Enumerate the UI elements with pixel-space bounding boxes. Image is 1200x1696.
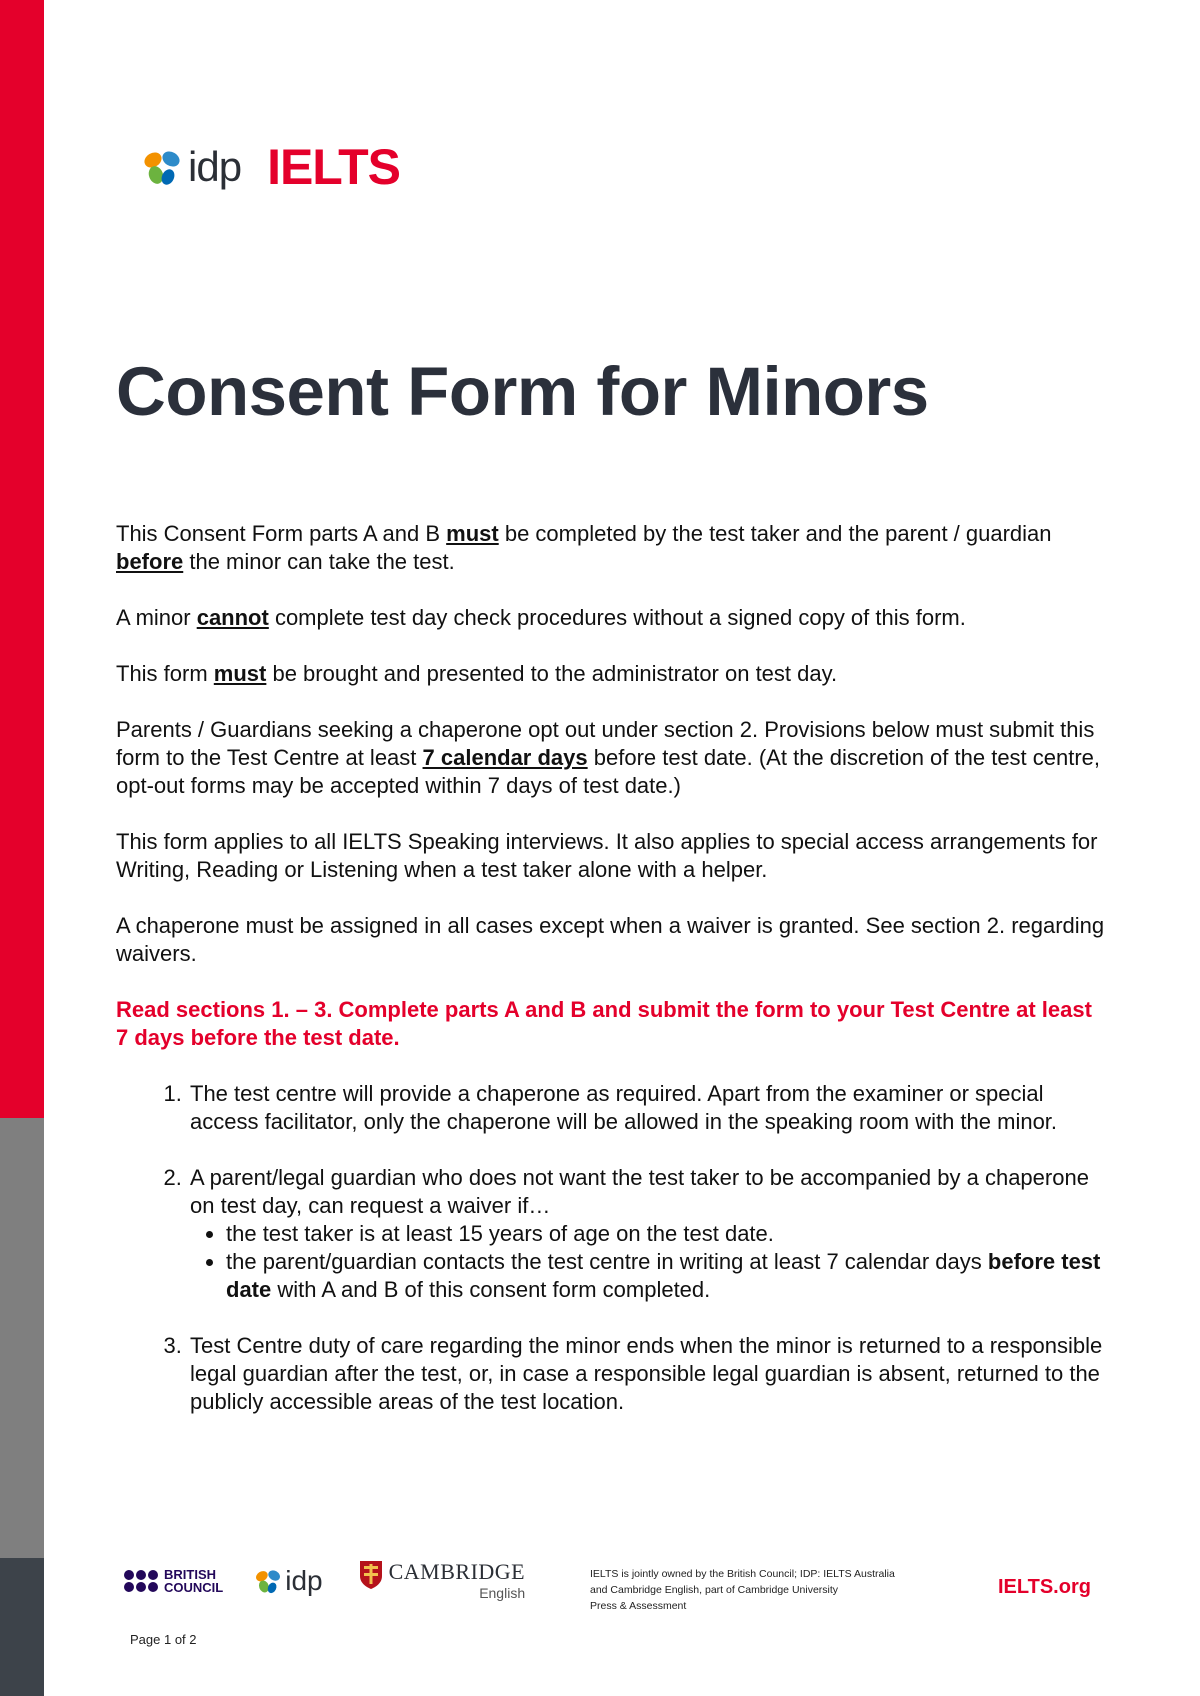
intro-paragraph-6: A chaperone must be assigned in all cases except when a waiver is granted. See section 2. regarding waivers. <box>116 913 1105 966</box>
ownership-line-1: IELTS is jointly owned by the British Council; IDP: IELTS Australia <box>590 1568 895 1580</box>
cambridge-shield-icon <box>359 1560 383 1590</box>
p4-text-a: Parents / Guardians seeking a chaperone opt out under section 2. Provisions below must submit this form to the Test Centre at least <box>116 717 1095 770</box>
p4-emphasis-days: 7 calendar days <box>422 745 588 770</box>
idp-ielts-logo <box>140 138 400 196</box>
ownership-line-2: and Cambridge English, part of Cambridge University <box>590 1584 839 1596</box>
p1-emphasis-before: before <box>116 549 184 574</box>
section-1-text: The test centre will provide a chaperone as required. Apart from the examiner or special access facilitator, only the chaperone will be allowed in the speaking room with the minor. <box>190 1081 1058 1134</box>
footer-idp-text: idp <box>285 1565 323 1596</box>
cambridge-logo <box>359 1560 526 1602</box>
sidebar-grey-band <box>0 1118 44 1558</box>
intro-paragraph-1 <box>116 520 1106 576</box>
form-content <box>116 520 1106 1444</box>
p2-text-c: complete test day check procedures without a signed copy of this form. <box>268 605 966 630</box>
p4-text-c: before test date. (At the discretion of the test centre, opt-out forms may be accepted within 7 days of test date.) <box>116 745 1101 798</box>
footer-idp-logo <box>253 1565 322 1597</box>
p3-text-c: be brought and presented to the administrator on test day. <box>266 661 838 686</box>
bc-line-2: COUNCIL <box>164 1580 224 1595</box>
sidebar-red-band <box>0 0 44 1118</box>
cambridge-subtext: English <box>479 1585 526 1601</box>
page-title: Consent Form for Minors <box>116 353 929 430</box>
footer-idp-butterfly-icon <box>253 1566 283 1596</box>
sidebar-dark-band <box>0 1558 44 1696</box>
section-3 <box>188 1332 1106 1416</box>
instruction-text: Read sections 1. – 3. Complete parts A and B and submit the form to your Test Centre at least 7 days before the test date. <box>116 997 1092 1050</box>
waiver-conditions-list <box>190 1220 1106 1304</box>
p2-text-a: A minor <box>116 605 197 630</box>
page-number: Page 1 of 2 <box>130 1632 197 1647</box>
waiver-condition-2-emphasis: before test date <box>226 1249 1101 1302</box>
p3-text-a: This form <box>116 661 214 686</box>
british-council-dots-icon <box>124 1570 158 1592</box>
waiver-condition-2 <box>226 1248 1106 1304</box>
ownership-line-3: Press & Assessment <box>590 1600 687 1612</box>
cambridge-text: CAMBRIDGE <box>388 1559 526 1584</box>
waiver-condition-2-text-c: with A and B of this consent form completed. <box>271 1277 711 1302</box>
intro-paragraph-4 <box>116 716 1106 800</box>
idp-butterfly-icon <box>140 145 184 189</box>
intro-paragraph-5: This form applies to all IELTS Speaking interviews. It also applies to special access arrangements for Writing, Reading or Listening when a test taker alone with a helper. <box>116 829 1098 882</box>
section-1 <box>188 1080 1106 1136</box>
section-2 <box>188 1164 1106 1304</box>
sections-list <box>116 1080 1106 1416</box>
section-2-text: A parent/legal guardian who does not want the test taker to be accompanied by a chaperone on test day, can request a waiver if… <box>190 1165 1089 1218</box>
waiver-condition-1: • the test taker is at least 15 years of age on the test date. <box>226 1220 1106 1248</box>
british-council-logo <box>124 1568 223 1594</box>
p1-text-c: be completed by the test taker and the parent / guardian <box>498 521 1052 546</box>
ielts-org-link[interactable]: IELTS.org <box>998 1576 1091 1598</box>
ielts-logo-text: IELTS <box>267 139 401 195</box>
p1-text-e: the minor can take the test. <box>183 549 455 574</box>
p3-emphasis-must: must <box>213 661 267 686</box>
idp-logo-text: idp <box>188 143 242 190</box>
section-3-text: Test Centre duty of care regarding the minor ends when the minor is returned to a responsible legal guardian after the test, or, in case a responsible legal guardian is absent, returned to the publicly accessible areas of the test location. <box>190 1333 1103 1414</box>
partner-logos <box>124 1560 525 1602</box>
ownership-statement <box>590 1566 920 1614</box>
bc-line-1: BRITISH <box>164 1567 216 1582</box>
waiver-condition-2-text-a: the parent/guardian contacts the test centre in writing at least 7 calendar days <box>226 1249 988 1274</box>
p2-emphasis-cannot: cannot <box>196 605 269 630</box>
p1-emphasis-must: must <box>446 521 499 546</box>
p1-text-a: This Consent Form parts A and B <box>116 521 447 546</box>
intro-paragraph-2 <box>116 604 1106 632</box>
intro-paragraph-3 <box>116 660 1106 688</box>
